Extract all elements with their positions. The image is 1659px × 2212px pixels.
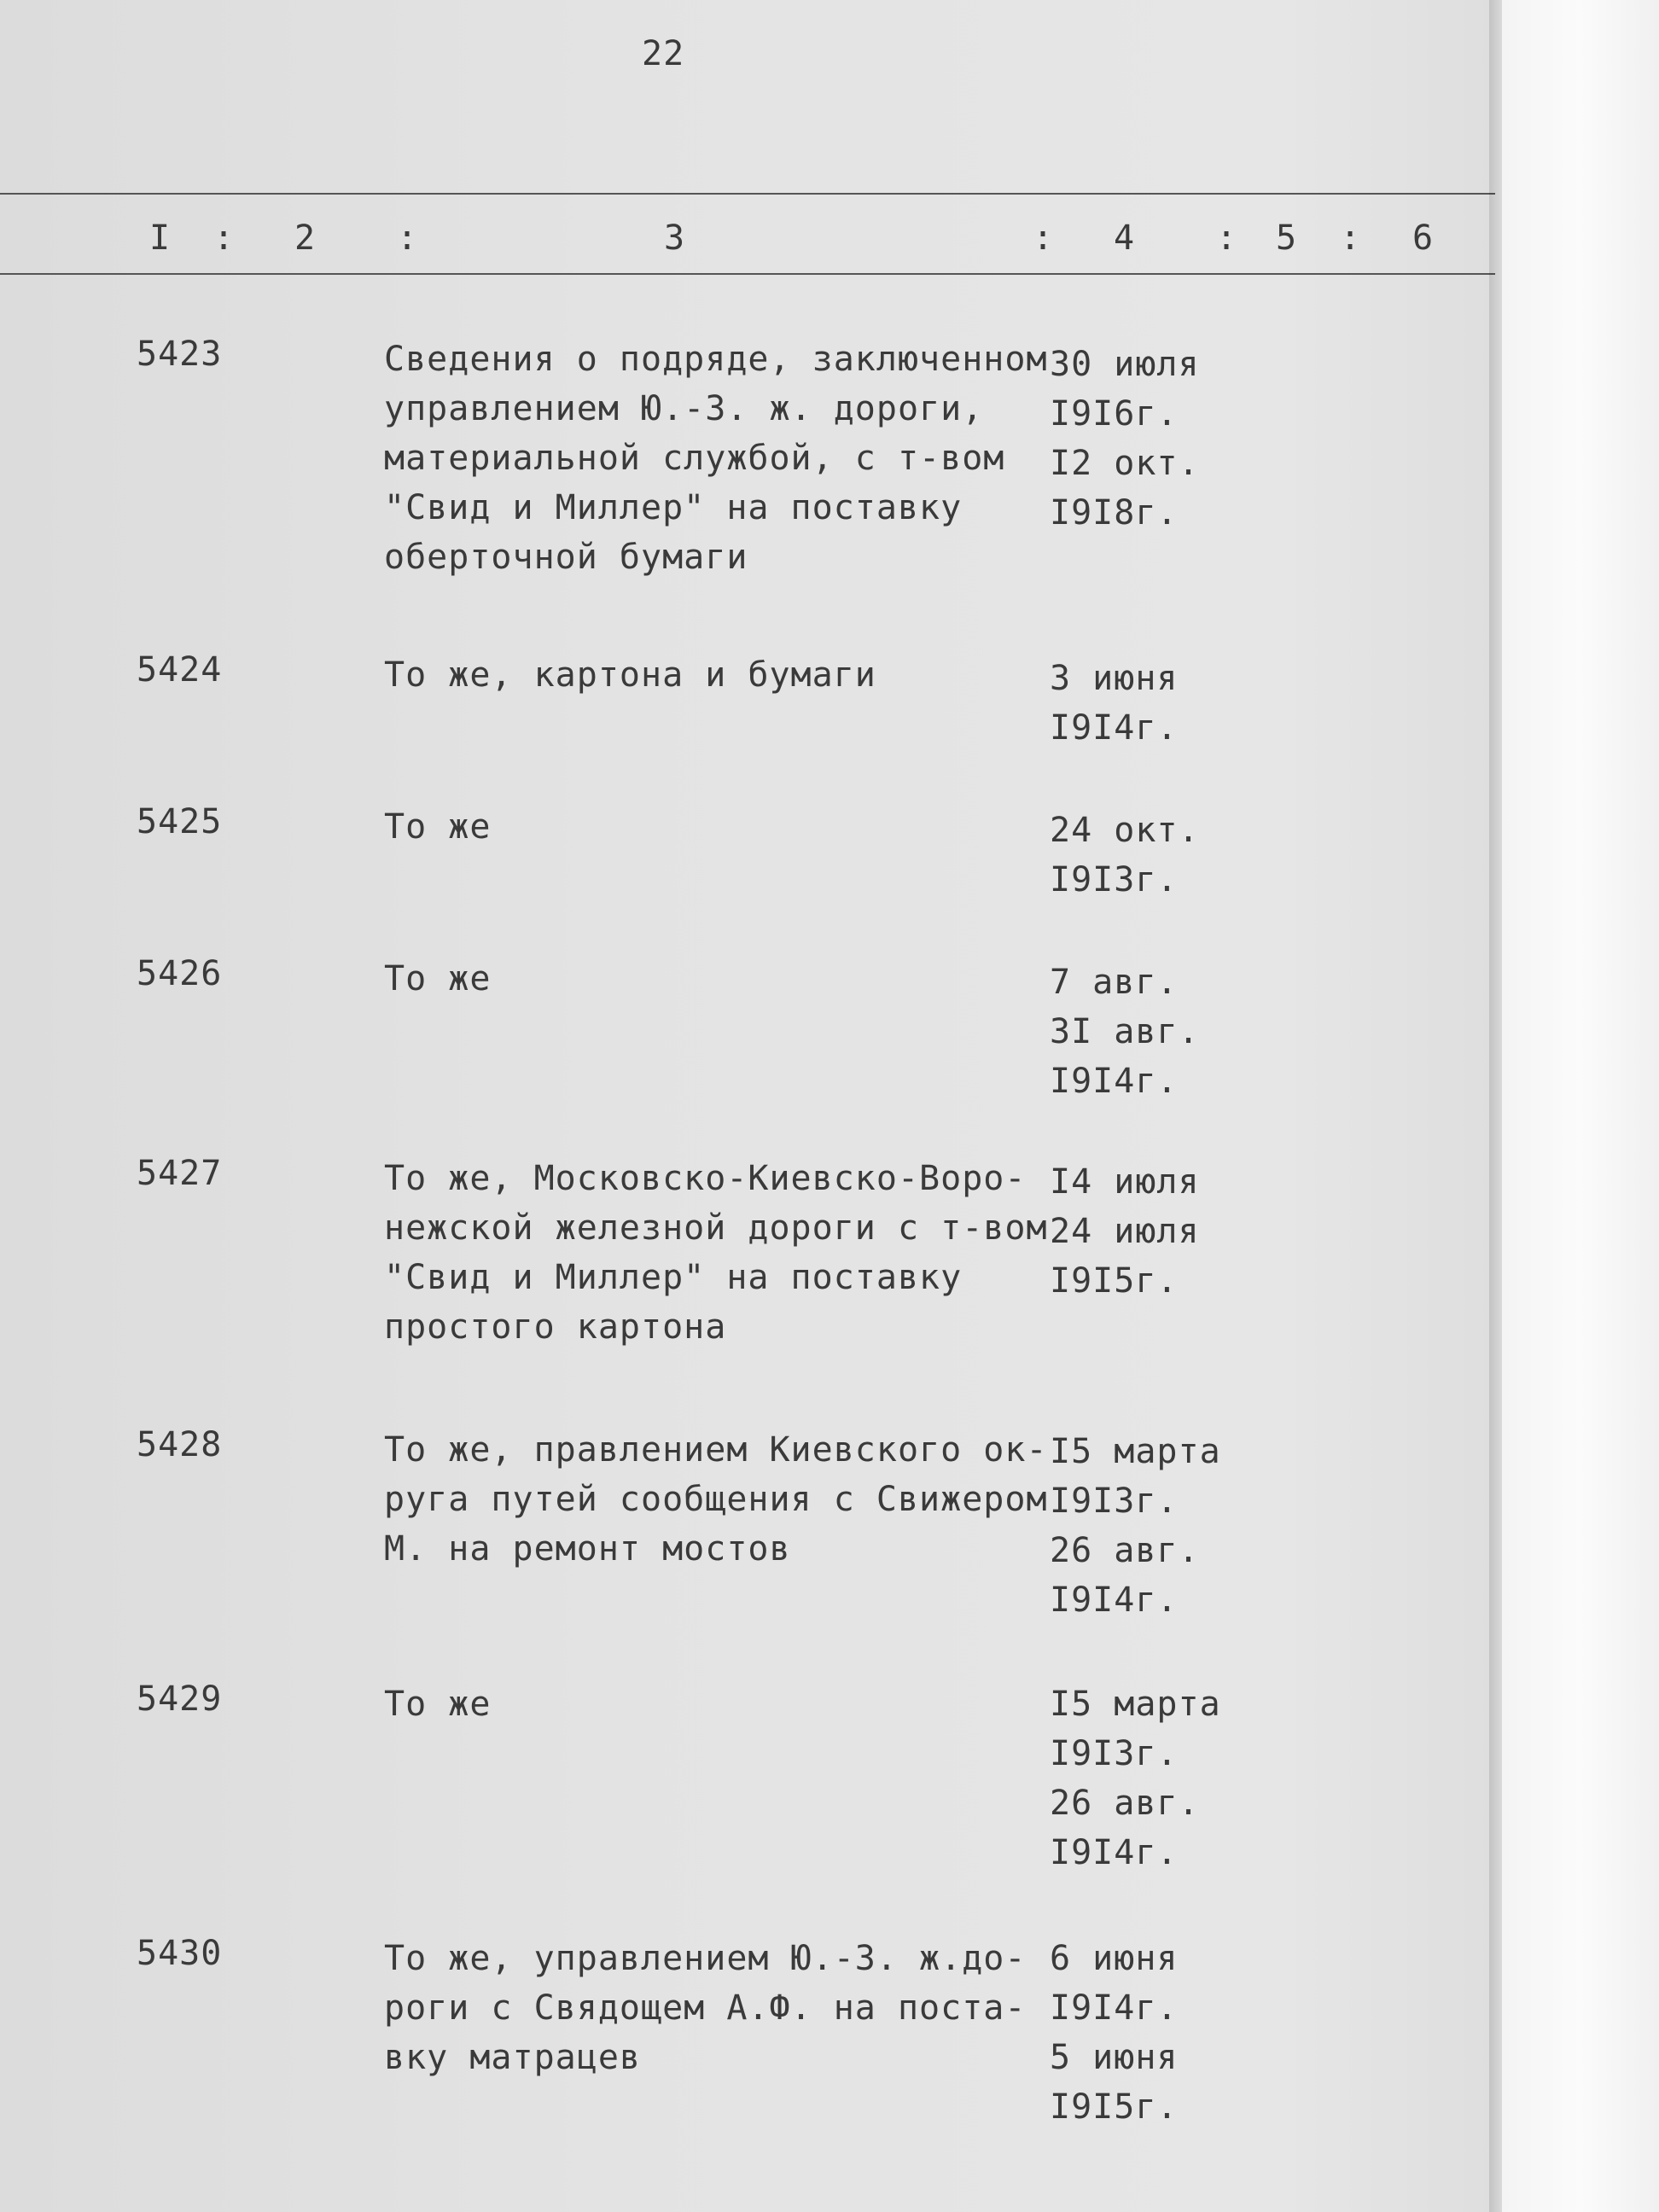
entry-description: То же, Московско-Киевско-Воро- нежской железной дороги с т-вом "Свид и Миллер" на поставку простого картона <box>384 1159 1048 1347</box>
entry-number: 5429 <box>137 1679 223 1719</box>
entry-description: То же <box>384 959 492 998</box>
header-separator: : <box>1216 218 1238 258</box>
header-separator: : <box>213 218 236 258</box>
entry-dates: 24 окт. I9I3г. <box>1050 811 1200 899</box>
header-rule-top <box>0 193 1495 195</box>
entry-number: 5423 <box>137 335 223 374</box>
entry-dates: I5 марта I9I3г. 26 авг. I9I4г. <box>1050 1432 1221 1620</box>
entry-description: То же <box>384 807 492 847</box>
entry-description: То же, правлением Киевского ок- руга путей сообщения с Свижером М. на ремонт мостов <box>384 1430 1048 1569</box>
page-number: 22 <box>642 34 685 73</box>
header-col-5: 5 <box>1276 218 1298 258</box>
entry-description: То же, управлением Ю.-З. ж.до- роги с Свядощем А.Ф. на поста- вку матрацев <box>384 1939 1027 2077</box>
header-separator: : <box>1033 218 1055 258</box>
entry-dates: I5 марта I9I3г. 26 авг. I9I4г. <box>1050 1685 1221 1872</box>
entry-number: 5427 <box>137 1154 223 1193</box>
header-col-1: I <box>149 218 172 258</box>
entry-number: 5424 <box>137 650 223 690</box>
backing-sheet <box>1502 0 1659 2212</box>
header-col-4: 4 <box>1114 218 1136 258</box>
entry-description: То же, картона и бумаги <box>384 655 876 695</box>
entry-dates: 3 июня I9I4г. <box>1050 659 1179 748</box>
entry-number: 5430 <box>137 1934 223 1973</box>
entry-dates: 30 июля I9I6г. I2 окт. I9I8г. <box>1050 345 1200 533</box>
entry-dates: 7 авг. 3I авг. I9I4г. <box>1050 963 1200 1101</box>
header-col-6: 6 <box>1412 218 1435 258</box>
entry-number: 5426 <box>137 954 223 993</box>
header-col-3: 3 <box>664 218 686 258</box>
entry-number: 5428 <box>137 1425 223 1464</box>
entry-dates: I4 июля 24 июля I9I5г. <box>1050 1162 1200 1301</box>
entry-description: То же <box>384 1685 492 1724</box>
header-col-2: 2 <box>294 218 317 258</box>
header-rule-bottom <box>0 273 1495 275</box>
header-separator: : <box>1340 218 1362 258</box>
entry-description: Сведения о подряде, заключенном управлением Ю.-З. ж. дороги, материальной службой, с т-вом "Свид и Миллер" на поставку оберточной бумаги <box>384 340 1048 577</box>
entry-number: 5425 <box>137 802 223 841</box>
header-separator: : <box>397 218 419 258</box>
entry-dates: 6 июня I9I4г. 5 июня I9I5г. <box>1050 1939 1179 2127</box>
